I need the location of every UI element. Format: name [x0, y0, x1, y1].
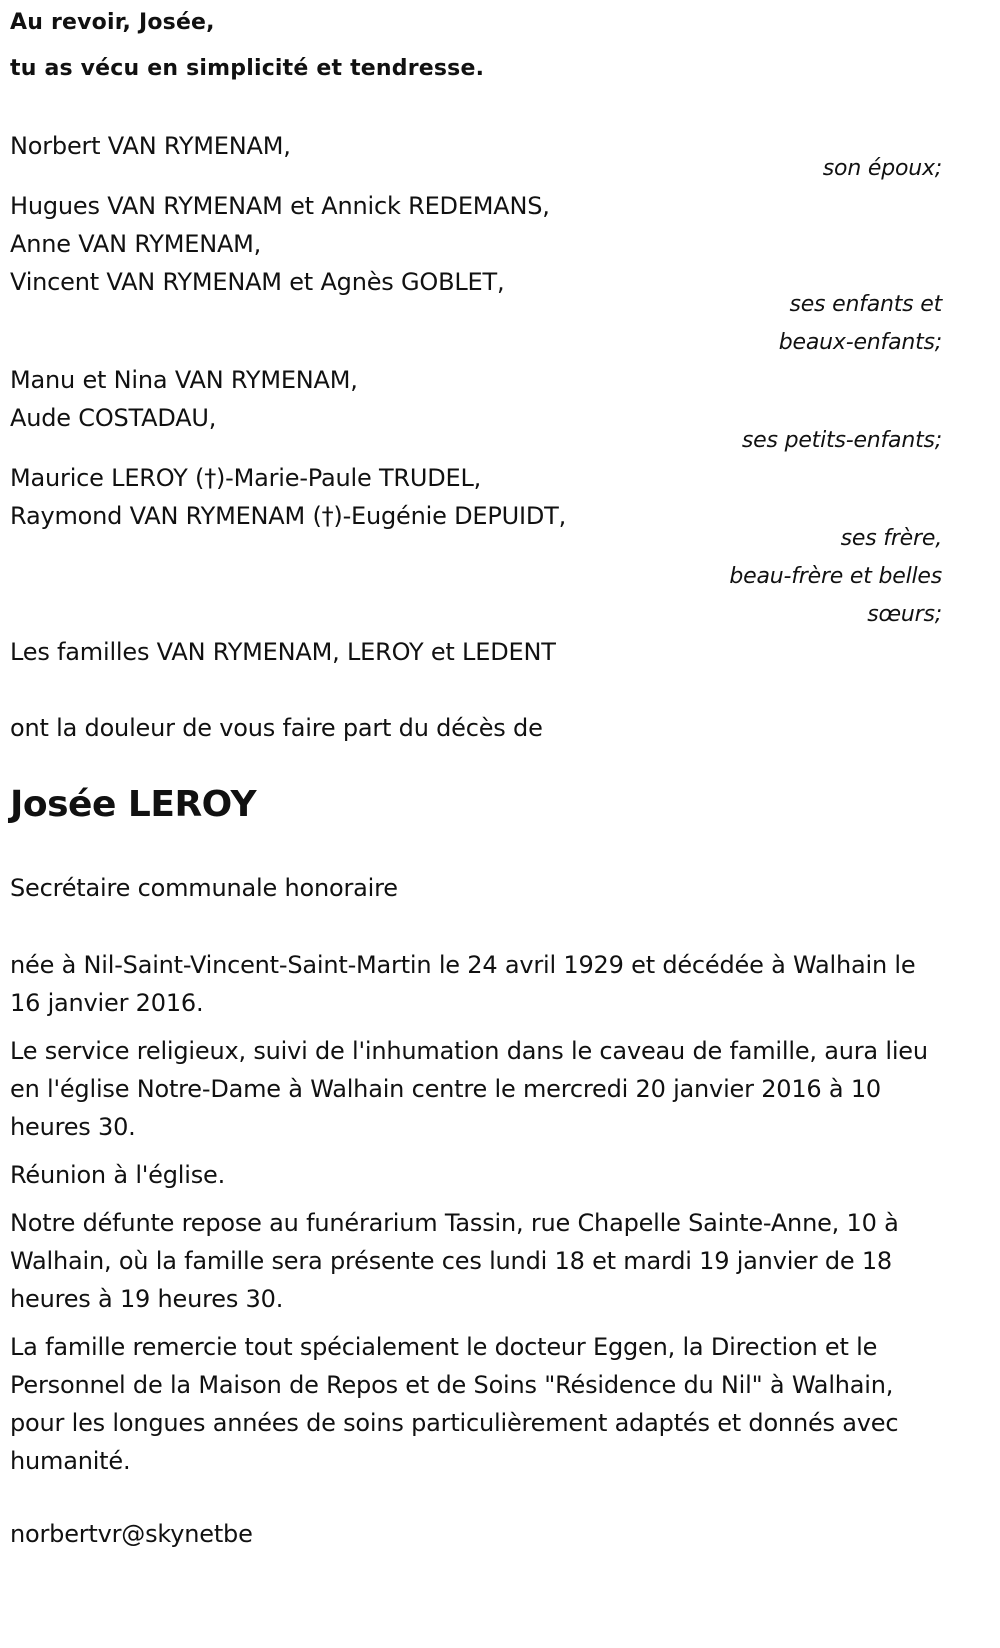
announcement-text: ont la douleur de vous faire part du décès de [10, 714, 543, 742]
motto-line-2: tu as vécu en simplicité et tendresse. [10, 56, 485, 81]
family-name-line: Hugues VAN RYMENAM et Annick REDEMANS, [10, 192, 550, 220]
service-paragraph: Le service religieux, suivi de l'inhumation dans le caveau de famille, aura lieu en l'église Notre-Dame à Walhain centre le mercredi 20 janvier 2016 à 10 heures 30. [10, 1037, 928, 1141]
deceased-title: Secrétaire communale honoraire [10, 874, 398, 902]
family-name-line: Manu et Nina VAN RYMENAM, [10, 366, 358, 394]
deceased-name: Josée LEROY [10, 784, 257, 825]
birth-death-paragraph: née à Nil-Saint-Vincent-Saint-Martin le 24 avril 1929 et décédée à Walhain le 16 janvier 2016. [10, 951, 916, 1017]
families-line: Les familles VAN RYMENAM, LEROY et LEDENT [10, 638, 556, 666]
motto-line-1: Au revoir, Josée, [10, 10, 215, 35]
family-name-line: Vincent VAN RYMENAM et Agnès GOBLET, [10, 268, 505, 296]
relation-label: sœurs; [867, 602, 942, 627]
family-name-line: Norbert VAN RYMENAM, [10, 132, 291, 160]
funeral-home-paragraph: Notre défunte repose au funérarium Tassin, rue Chapelle Sainte-Anne, 10 à Walhain, où la famille sera présente ces lundi 18 et mardi 19 janvier de 18 heures à 19 heures 30. [10, 1209, 899, 1313]
relation-label: ses frère, [840, 526, 942, 551]
thanks-paragraph: La famille remercie tout spécialement le docteur Eggen, la Direction et le Personnel de la Maison de Repos et de Soins "Résidence du Nil" à Walhain, pour les longues années de soins particulièrement adaptés et donnés avec humanité. [10, 1333, 899, 1475]
contact-email: norbertvr@skynetbe [10, 1520, 253, 1548]
relation-label: beau-frère et belles [729, 564, 942, 589]
family-name-line: Anne VAN RYMENAM, [10, 230, 262, 258]
relation-label: son époux; [822, 156, 942, 181]
meeting-paragraph: Réunion à l'église. [10, 1161, 226, 1189]
relation-label: ses enfants et [789, 292, 942, 317]
relation-label: ses petits-enfants; [741, 428, 942, 453]
family-name-line: Maurice LEROY (†)-Marie-Paule TRUDEL, [10, 464, 482, 492]
family-name-line: Aude COSTADAU, [10, 404, 217, 432]
family-name-line: Raymond VAN RYMENAM (†)-Eugénie DEPUIDT, [10, 502, 567, 530]
relation-label: beaux-enfants; [778, 330, 942, 355]
